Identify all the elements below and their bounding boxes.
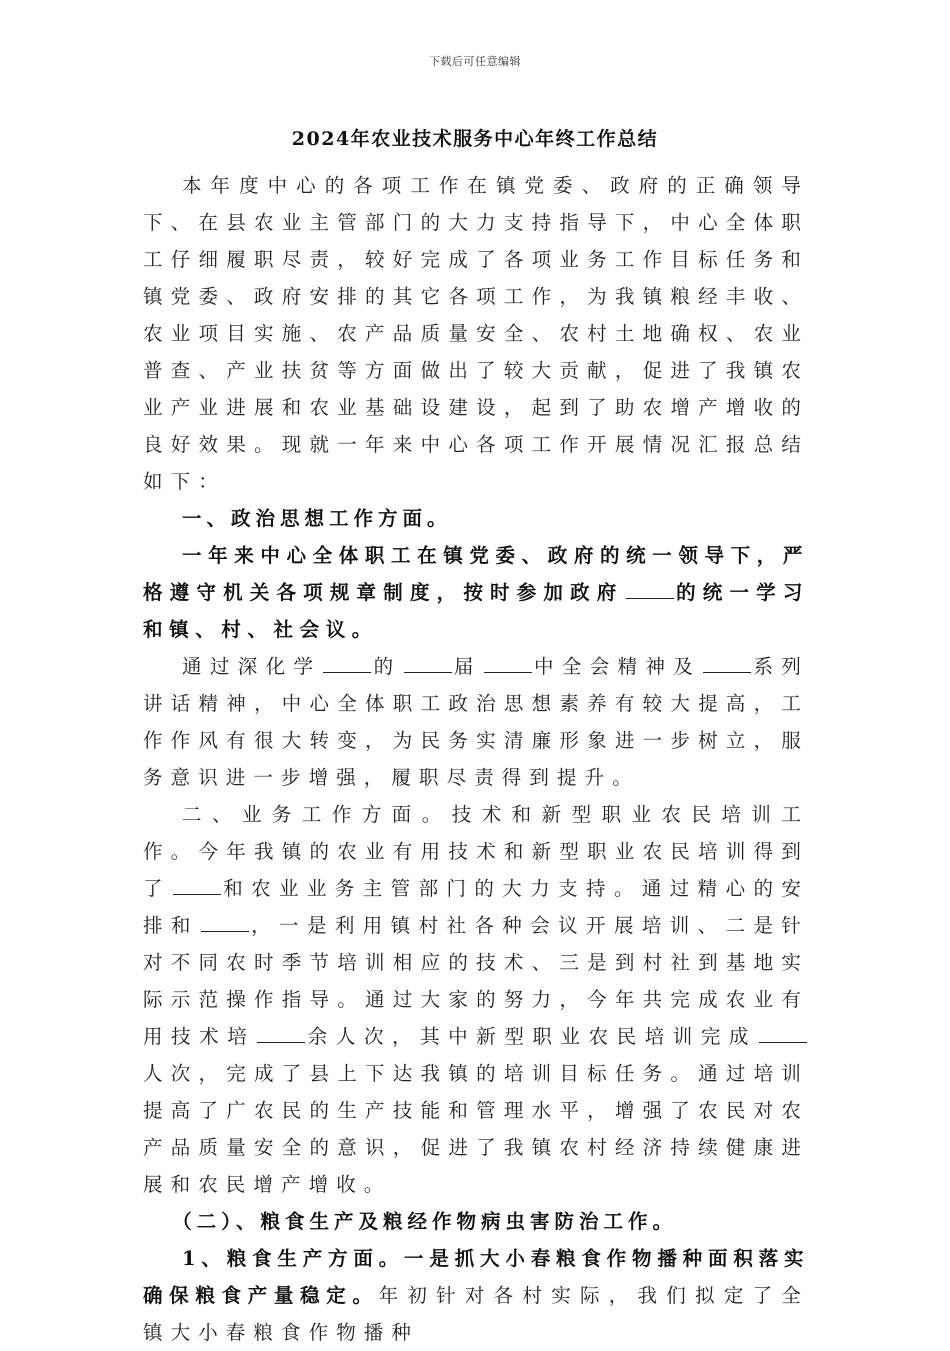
item-1-paragraph <box>143 1240 809 1351</box>
section-1-bold-text-b: 的统一学习和镇、村、社会议。 <box>143 581 809 641</box>
blank-field <box>626 582 674 599</box>
section-1-bold-text-a: 一年来中心全体职工在镇党委、政府的统一领导下，严格遵守机关各项规章制度，按时参加政府 <box>143 544 809 604</box>
blank-field <box>404 656 452 673</box>
blank-field <box>323 656 371 673</box>
document-title: 2024年农业技术服务中心年终工作总结 <box>291 128 659 150</box>
item-1-text: 年初针对各村实际，我们拟定了全镇大小春粮食作物播种 <box>143 1284 809 1344</box>
blank-field <box>257 1026 305 1043</box>
item-1-bold-text: 1、粮食生产方面。一是抓大小春粮食作物播种面积落实确保粮食产量稳定。 <box>143 1247 809 1307</box>
subsection-2-heading: （二）、粮食生产及粮经作物病虫害防治工作。 <box>172 1210 678 1233</box>
text-segment: 和农业业务主管部门的大力支持。通过精心的安排和 <box>143 877 809 937</box>
text-segment: ，一是利用镇村社各种会议开展培训、二是针对不同农时季节培训相应的技术、三是到村社到基地实际示范操作指导。通过大家的努力，今年共完成农业有用技术培 <box>143 914 809 1048</box>
text-segment: 二、业务工作方面。技术和新型职业农民培训工作。今年我镇的农业有用技术和新型职业农民培训得到了 <box>143 803 809 900</box>
section-1-study-paragraph <box>143 648 809 796</box>
text-segment: 余人次，其中新型职业农民培训完成 <box>307 1025 757 1048</box>
text-segment: 中全会精神及 <box>533 655 702 678</box>
text-segment: 的 <box>373 655 402 678</box>
page-header-note: 下载后可任意编辑 <box>429 55 521 68</box>
text-segment: 通过深化学 <box>182 655 322 678</box>
text-segment: 系列讲话精神，中心全体职工政治思想素养有较大提高，工作作风有很大转变，为民务实清廉形象进一步树立，服务意识进一步增强，履职尽责得到提升。 <box>143 655 809 789</box>
section-1-heading: 一、政治思想工作方面。 <box>182 507 452 530</box>
document-body <box>143 167 809 1351</box>
blank-field <box>703 656 751 673</box>
text-segment: 届 <box>453 655 482 678</box>
intro-paragraph: 本年度中心的各项工作在镇党委、政府的正确领导下、在县农业主管部门的大力支持指导下，中心全体职工仔细履职尽责，较好完成了各项业务工作目标任务和镇党委、政府安排的其它各项工作，为我镇粮经丰收、农业项目实施、农产品质量安全、农村土地确权、农业普查、产业扶贫等方面做出了较大贡献，促进了我镇农业产业进展和农业基础设建设，起到了助农增产增收的良好效果。现就一年来中心各项工作开展情况汇报总结如下： <box>143 174 809 493</box>
blank-field <box>201 915 249 932</box>
text-segment: 人次，完成了县上下达我镇的培训目标任务。通过培训提高了广农民的生产技能和管理水平，增强了农民对农产品质量安全的意识，促进了我镇农村经济持续健康进展和农民增产增收。 <box>143 1062 809 1196</box>
blank-field <box>173 878 221 895</box>
section-1-bold-paragraph <box>143 537 809 648</box>
blank-field <box>759 1026 807 1043</box>
section-2-paragraph <box>143 796 809 1203</box>
blank-field <box>484 656 532 673</box>
